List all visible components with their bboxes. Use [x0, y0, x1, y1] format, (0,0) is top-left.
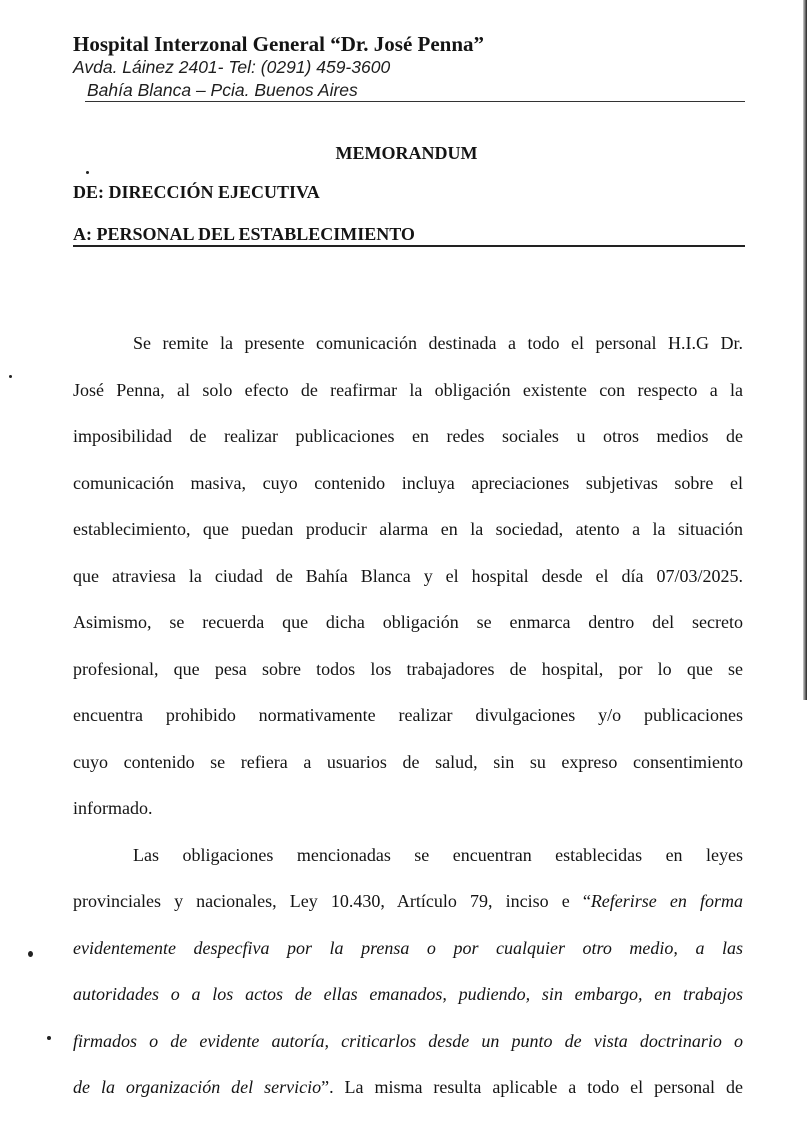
memo-title: MEMORANDUM [335, 143, 478, 163]
body-line [73, 1076, 743, 1098]
body-line: imposibilidad de realizar publicaciones en redes sociales u otros medios de [73, 426, 743, 446]
body-line: comunicación masiva, cuyo contenido incluya apreciaciones subjetivas sobre el [73, 473, 743, 493]
body-line: cuyo contenido se refiera a usuarios de salud, sin su expreso consentimiento [73, 752, 743, 772]
quoted-law-text: Referirse en forma [590, 891, 743, 911]
scan-speck [28, 951, 33, 957]
header-divider [85, 101, 745, 102]
page-edge-shadow [803, 0, 807, 700]
scan-speck [86, 171, 89, 174]
body-line: encuentra prohibido normativamente realizar divulgaciones y/o publicaciones [73, 705, 743, 725]
body-line: Las obligaciones mencionadas se encuentran establecidas en leyes [133, 845, 743, 865]
memo-to: A: PERSONAL DEL ESTABLECIMIENTO [73, 224, 415, 244]
hospital-city: Bahía Blanca – Pcia. Buenos Aires [87, 80, 358, 100]
scan-speck [47, 1036, 51, 1040]
quoted-law-line: evidentemente despecfiva por la prensa o por cualquier otro medio, a las [73, 938, 743, 958]
body-line: que atraviesa la ciudad de Bahía Blanca y el hospital desde el día 07/03/2025. [73, 566, 743, 586]
hospital-address: Avda. Láinez 2401- Tel: (0291) 459-3600 [73, 57, 391, 77]
body-line: establecimiento, que puedan producir alarma en la sociedad, atento a la situación [73, 519, 743, 539]
body-text: provinciales y nacionales, Ley 10.430, Artículo 79, inciso e “ [73, 891, 591, 911]
body-line: José Penna, al solo efecto de reafirmar la obligación existente con respecto a la [73, 380, 743, 400]
quoted-law-line: firmados o de evidente autoría, criticarlos desde un punto de vista doctrinario o [73, 1031, 743, 1051]
body-text: ”. La misma resulta aplicable a todo el personal de [321, 1077, 743, 1097]
body-line: informado. [73, 798, 153, 818]
body-line: profesional, que pesa sobre todos los trabajadores de hospital, por lo que se [73, 659, 743, 679]
body-line: Se remite la presente comunicación destinada a todo el personal H.I.G Dr. [133, 333, 743, 353]
addressee-divider [73, 245, 745, 247]
quoted-law-line: autoridades o a los actos de ellas emanados, pudiendo, sin embargo, en trabajos [73, 984, 743, 1004]
quoted-law-text: de la organización del servicio [73, 1077, 322, 1097]
hospital-name: Hospital Interzonal General “Dr. José Penna” [73, 32, 485, 56]
scan-speck [9, 375, 12, 378]
body-line: Asimismo, se recuerda que dicha obligación se enmarca dentro del secreto [73, 612, 743, 632]
body-line [73, 890, 743, 912]
memo-from: DE: DIRECCIÓN EJECUTIVA [73, 182, 320, 202]
